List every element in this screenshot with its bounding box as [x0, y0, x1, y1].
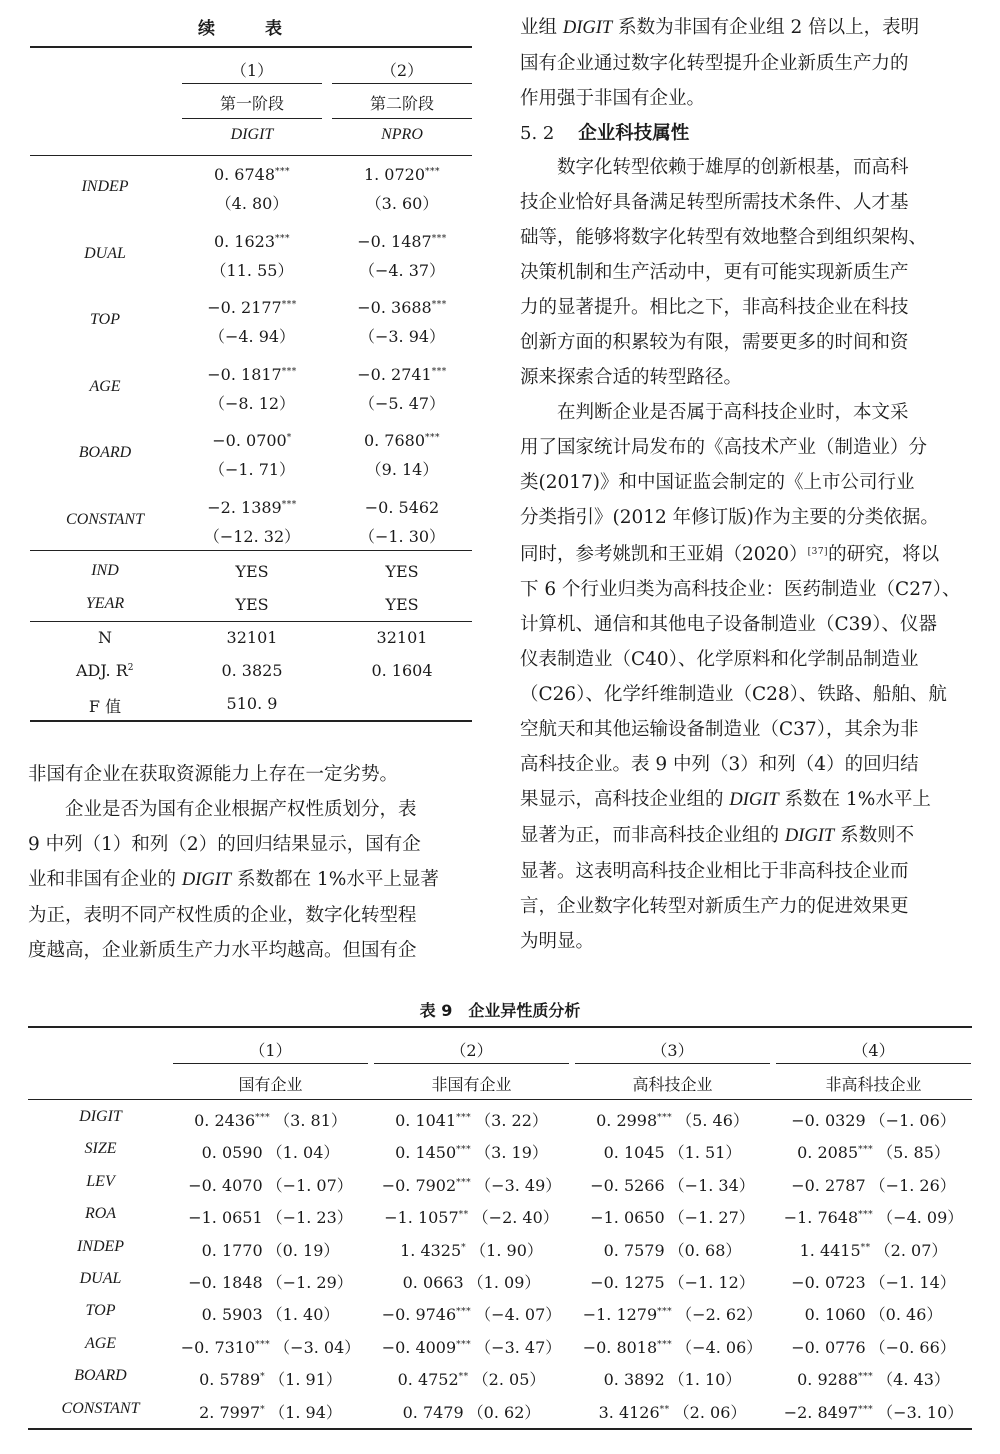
coef-value: −2. 1389	[207, 497, 282, 517]
t-stat: （−1. 27）	[668, 1208, 755, 1228]
table-cell	[776, 1140, 971, 1163]
table-cell	[374, 1173, 569, 1196]
t-stat: （1. 10）	[668, 1370, 742, 1390]
significance-stars: *	[286, 433, 292, 443]
table-cell	[575, 1238, 770, 1261]
text-line: 业和非国有企业的 DIGIT 系数都在 1%水平上显著	[28, 869, 439, 890]
t-stat-cell: （11. 55）	[210, 260, 294, 280]
table-9-header-rule	[28, 1099, 972, 1100]
table-cell	[173, 1205, 368, 1228]
significance-stars: ***	[425, 433, 441, 443]
table-cell	[173, 1367, 368, 1390]
row-label: TOP	[85, 1302, 116, 1320]
t-stat: （1. 09）	[467, 1273, 541, 1292]
table-top-rule	[30, 46, 472, 48]
coef-value: −0. 5266	[590, 1175, 665, 1195]
header-rule	[30, 155, 472, 156]
coef-cell	[182, 365, 322, 384]
t-stat: （2. 06）	[673, 1402, 747, 1422]
control-year-1: YES	[235, 595, 269, 614]
stat-adjr2-2: 0. 1604	[371, 661, 433, 680]
coef-value: −0. 1848	[188, 1273, 263, 1292]
text-line: 创新方面的积累较为有限，需要更多的时间和资	[520, 332, 909, 353]
t-stat: （−1. 34）	[668, 1175, 755, 1195]
table-cell	[173, 1302, 368, 1325]
stat-n-1: 32101	[226, 628, 278, 647]
coef-value: −0. 3688	[357, 298, 432, 317]
t-stat: （−4. 09）	[877, 1208, 964, 1228]
control-year-2: YES	[385, 595, 419, 614]
t-stat: （−4. 07）	[475, 1305, 562, 1325]
coef-value: −0. 0723	[791, 1273, 866, 1292]
text-line: 显著为正，而非高科技企业组的 DIGIT 系数则不	[520, 825, 915, 846]
significance-stars: ***	[431, 233, 447, 244]
t-stat: （4. 43）	[877, 1370, 950, 1390]
col-rule-4	[332, 118, 472, 119]
t-stat: （−1. 23）	[266, 1208, 353, 1228]
col-name: 非高科技企业	[825, 1075, 922, 1094]
coef-value: 0. 1450	[395, 1143, 457, 1163]
t-stat: （3. 22）	[475, 1111, 548, 1130]
text-line: 业组 DIGIT 系数为非国有企业组 2 倍以上，表明	[520, 17, 920, 38]
significance-stars: ***	[275, 233, 291, 244]
text-line: 计算机、通信和其他电子设备制造业（C39）、仪器	[520, 614, 937, 635]
row-label: INDEP	[76, 1237, 125, 1255]
coef-value: −0. 1817	[207, 364, 282, 384]
coef-value: −0. 9746	[381, 1305, 457, 1325]
coef-value: −0. 0776	[791, 1337, 866, 1357]
table-cell	[173, 1238, 368, 1261]
table-cell	[575, 1270, 770, 1293]
t-stat-cell: （−1. 71）	[208, 460, 296, 479]
coef-value: 0. 1045	[603, 1143, 665, 1163]
coef-value: −0. 7902	[381, 1175, 457, 1195]
text-line: 分类指引》(2012 年修订版)作为主要的分类依据。	[520, 507, 939, 528]
t-stat: （−1. 14）	[869, 1273, 956, 1292]
stat-label-adjr2: ADJ. $R^2$	[75, 661, 134, 680]
table-cell	[776, 1400, 971, 1423]
significance-stars: *	[260, 1372, 266, 1383]
t-stat-cell: （−5. 47）	[358, 393, 446, 413]
col-name: 非国有企业	[431, 1075, 512, 1094]
coef-value: −1. 0650	[590, 1208, 665, 1228]
coef-value: −1. 1057	[384, 1208, 459, 1228]
coef-cell	[332, 165, 472, 184]
significance-stars: **	[860, 1242, 871, 1253]
col-num: （3）	[651, 1041, 694, 1060]
t-stat: （−2. 40）	[472, 1208, 559, 1228]
t-stat: （−1. 29）	[266, 1273, 353, 1292]
significance-stars: ***	[456, 1339, 472, 1350]
t-stat-cell: （−4. 94）	[208, 327, 296, 346]
coef-value: 0. 0590	[201, 1143, 263, 1163]
table-cell	[575, 1140, 770, 1163]
table-cell	[173, 1270, 368, 1293]
control-ind-2: YES	[385, 562, 419, 581]
table-cell	[575, 1205, 770, 1228]
table-cell	[776, 1270, 971, 1293]
significance-stars: *	[260, 1404, 266, 1415]
significance-stars: ***	[281, 300, 297, 310]
coef-value: −0. 2177	[207, 298, 282, 317]
significance-stars: ***	[425, 167, 441, 177]
text-line: 技企业恰好具备满足转型所需技术条件、人才基	[520, 192, 909, 213]
text-line: 高科技企业。表 9 中列（3）和列（4）的回归结	[520, 754, 919, 775]
table-cell	[173, 1108, 368, 1131]
control-label-ind: IND	[91, 562, 119, 579]
table-cell	[173, 1173, 368, 1196]
table-cell	[374, 1302, 569, 1325]
t-stat: （−3. 47）	[475, 1337, 562, 1357]
coef-value: −1. 0651	[188, 1208, 263, 1228]
col-stage-1: 第一阶段	[219, 94, 284, 113]
coef-value: 0. 7680	[363, 431, 426, 450]
row-label: INDEP	[81, 178, 129, 195]
t-stat: （−0. 66）	[869, 1337, 956, 1357]
row-label: DIGIT	[79, 1108, 122, 1125]
col-num: （2）	[450, 1041, 493, 1060]
table-cell	[776, 1173, 971, 1196]
text-line: 下 6 个行业归类为高科技企业：医药制造业（C27）、	[520, 579, 961, 600]
table-cell	[776, 1108, 971, 1131]
coef-cell	[182, 165, 322, 184]
text-line: 为明显。	[520, 931, 595, 952]
col-num: （4）	[852, 1041, 895, 1060]
col-group-rule	[575, 1063, 770, 1064]
coef-value: 3. 4126	[598, 1402, 660, 1422]
table-cell	[173, 1335, 368, 1358]
coef-value: 0. 7479	[402, 1402, 464, 1422]
coef-value: 0. 5789	[199, 1370, 261, 1390]
coef-value: 0. 6748	[213, 165, 276, 184]
col-stage-2: 第二阶段	[369, 94, 434, 113]
t-stat: （1. 51）	[668, 1143, 742, 1163]
row-label: DUAL	[84, 244, 126, 262]
coef-value: 2. 7997	[199, 1402, 261, 1422]
t-stat: （5. 46）	[676, 1111, 749, 1130]
table-cell	[173, 1140, 368, 1163]
text-line: 础等，能够将数字化转型有效地整合到组织架构、	[520, 227, 928, 248]
coef-cell	[182, 298, 322, 317]
col-name: 国有企业	[238, 1075, 303, 1094]
col-rule-1	[182, 83, 322, 84]
stats-rule	[30, 621, 472, 622]
table-cell	[374, 1367, 569, 1390]
table-cell	[776, 1335, 971, 1358]
stat-label-n: N	[98, 628, 112, 647]
text-line: 为正，表明不同产权性质的企业，数字化转型程	[28, 905, 417, 926]
citation-ref: [37]	[807, 547, 829, 557]
text-line: 数字化转型依赖于雄厚的创新根基，而高科	[557, 157, 909, 178]
text-line: 空航天和其他运输设备制造业（C37），其余为非	[520, 719, 919, 740]
t-stat-cell: （9. 14）	[365, 460, 439, 479]
coef-value: −2. 8497	[783, 1402, 859, 1422]
coef-value: 0. 3892	[603, 1370, 665, 1390]
table-cell	[374, 1238, 569, 1261]
table-cell	[575, 1400, 770, 1423]
table-9-caption: 表 9 企业异性质分析	[419, 1001, 581, 1020]
table-cell	[374, 1108, 569, 1131]
section-heading	[520, 116, 976, 150]
col-rule-3	[182, 118, 322, 119]
row-label: AGE	[84, 1334, 117, 1352]
coef-value: 0. 2085	[797, 1143, 859, 1163]
t-stat-cell: （−8. 12）	[208, 393, 296, 413]
text-line: 作用强于非国有企业。	[520, 88, 706, 109]
row-label: ROA	[84, 1205, 117, 1223]
t-stat-cell: （4. 80）	[215, 194, 289, 213]
variable-name: DIGIT	[562, 18, 613, 38]
t-stat: （1. 94）	[269, 1402, 342, 1422]
coef-value: −0. 2741	[357, 364, 432, 384]
t-stat: （−4. 06）	[676, 1337, 763, 1357]
table-cell	[776, 1302, 971, 1325]
coef-value: 0. 1060	[804, 1305, 866, 1325]
coef-cell	[332, 298, 472, 317]
col-num: （1）	[249, 1041, 292, 1060]
t-stat-cell: （−4. 37）	[358, 260, 446, 280]
significance-stars: ***	[431, 366, 447, 377]
right-column-text	[520, 10, 976, 959]
coef-value: −1. 7648	[783, 1208, 859, 1228]
t-stat: （1. 91）	[269, 1370, 342, 1390]
text-line: 9 中列（1）和列（2）的回归结果显示，国有企	[28, 834, 421, 855]
left-paragraph-1: 非国有企业在获取资源能力上存在一定劣势。	[28, 764, 399, 785]
text-line: 国有企业通过数字化转型提升企业新质生产力的	[520, 53, 909, 74]
controls-rule	[30, 550, 472, 551]
significance-stars: ***	[657, 1339, 673, 1350]
table-cell	[575, 1173, 770, 1196]
table-9-top-rule	[28, 1026, 972, 1028]
text-line: 显著。这表明高科技企业相比于非高科技企业而	[520, 861, 909, 882]
text-line-citation: 同时，参考姚凯和王亚娟（2020）[37]的研究，将以	[520, 544, 940, 565]
control-label-year: YEAR	[85, 595, 125, 612]
col-group-rule	[173, 1063, 368, 1064]
table-cell	[575, 1108, 770, 1131]
t-stat: （2. 07）	[874, 1240, 948, 1260]
coef-value: −0. 5462	[364, 497, 440, 517]
col-name: 高科技企业	[632, 1075, 713, 1094]
row-label: LEV	[86, 1172, 115, 1190]
significance-stars: ***	[456, 1177, 472, 1188]
coef-value: 0. 2436	[194, 1111, 256, 1130]
text-line: 决策机制和生产活动中，更有可能实现新质生产	[520, 262, 909, 283]
t-stat: （0. 68）	[668, 1240, 742, 1260]
coef-value: 1. 0720	[363, 165, 426, 184]
row-label: DUAL	[79, 1270, 122, 1287]
stat-n-2: 32101	[376, 628, 428, 647]
coef-value: 0. 1041	[395, 1111, 457, 1130]
significance-stars: ***	[657, 1307, 673, 1318]
coef-cell	[332, 431, 472, 450]
table-cell	[776, 1205, 971, 1228]
table-cell	[575, 1335, 770, 1358]
col-rule-2	[332, 83, 472, 84]
table-9	[28, 995, 972, 1435]
variable-name: DIGIT	[181, 870, 232, 890]
text-line: （C26）、化学纤维制造业（C28）、铁路、船舶、航	[520, 684, 947, 705]
significance-stars: ***	[281, 366, 297, 377]
stat-label-f: F 值	[88, 697, 122, 716]
coef-value: 0. 1770	[201, 1240, 263, 1260]
significance-stars: *	[461, 1242, 467, 1253]
table-cell	[575, 1302, 770, 1325]
t-stat: （1. 04）	[266, 1143, 340, 1163]
significance-stars: **	[458, 1210, 469, 1221]
significance-stars: ***	[431, 300, 447, 310]
text-line: 用了国家统计局发布的《高技术产业（制造业）分	[520, 437, 928, 458]
text-line: 在判断企业是否属于高科技企业时，本文采	[557, 402, 909, 423]
table-caption: 续 表	[198, 19, 304, 39]
t-stat-cell: （−12. 32）	[203, 526, 301, 546]
row-label: BOARD	[74, 1367, 127, 1385]
right-paragraph-2	[520, 150, 976, 395]
coef-value: −0. 0700	[212, 431, 287, 450]
text-line: 仪表制造业（C40）、化学原料和化学制品制造业	[520, 649, 919, 670]
coef-value: −0. 7310	[180, 1337, 256, 1357]
t-stat: （−2. 62）	[676, 1305, 763, 1325]
row-label: SIZE	[84, 1140, 117, 1158]
t-stat: （−1. 26）	[869, 1175, 956, 1195]
coef-cell	[182, 498, 322, 517]
t-stat: （−1. 07）	[266, 1175, 353, 1195]
coef-value: 0. 7579	[603, 1240, 665, 1260]
table-cell	[173, 1400, 368, 1423]
text-line: 力的显著提升。相比之下，非高科技企业在科技	[520, 297, 909, 318]
significance-stars: ***	[275, 167, 291, 177]
table-bottom-rule	[30, 720, 472, 722]
t-stat: （3. 19）	[475, 1143, 548, 1163]
control-ind-1: YES	[235, 562, 269, 581]
t-stat: （0. 19）	[266, 1240, 340, 1260]
coef-value: 0. 9288	[797, 1370, 859, 1390]
table-cell	[575, 1367, 770, 1390]
t-stat: （−3. 49）	[475, 1175, 562, 1195]
text-line: 果显示，高科技企业组的 DIGIT 系数在 1%水平上	[520, 789, 931, 810]
table-cell	[776, 1367, 971, 1390]
significance-stars: ***	[858, 1145, 874, 1156]
table-cell	[374, 1335, 569, 1358]
t-stat: （1. 40）	[266, 1305, 340, 1325]
col-var-2: NPRO	[381, 126, 423, 143]
t-stat: （2. 05）	[472, 1370, 546, 1390]
coef-value: 0. 4752	[397, 1370, 459, 1390]
coef-cell	[332, 232, 472, 251]
left-paragraph-2	[28, 792, 474, 968]
t-stat-cell: （3. 60）	[365, 194, 439, 213]
significance-stars: **	[458, 1372, 469, 1383]
coef-value: 0. 0663	[402, 1273, 464, 1292]
significance-stars: ***	[858, 1372, 874, 1383]
t-stat-cell: （−1. 30）	[358, 526, 446, 546]
row-label: TOP	[90, 311, 120, 328]
coef-value: 0. 1623	[213, 231, 276, 251]
table-cell	[776, 1238, 971, 1261]
coef-value: 0. 2998	[596, 1111, 658, 1130]
significance-stars: ***	[456, 1113, 472, 1123]
section-number: 5. 2	[520, 123, 555, 144]
t-stat-cell: （−3. 94）	[358, 327, 446, 346]
t-stat: （5. 85）	[877, 1143, 950, 1163]
stat-adjr2-1: 0. 3825	[221, 661, 283, 680]
coef-cell	[332, 365, 472, 384]
coef-cell	[182, 232, 322, 251]
row-label: AGE	[89, 377, 121, 395]
significance-stars: ***	[255, 1113, 271, 1123]
right-paragraph-3	[520, 395, 976, 959]
variable-name: DIGIT	[784, 826, 835, 846]
table-cell	[374, 1140, 569, 1163]
text-line: 企业是否为国有企业根据产权性质划分，表	[65, 799, 417, 820]
table-cell	[374, 1205, 569, 1228]
coef-value: −0. 0329	[791, 1111, 866, 1130]
col-num-2: （2）	[380, 61, 424, 80]
row-label: BOARD	[78, 444, 132, 461]
significance-stars: ***	[255, 1339, 271, 1350]
continued-table	[30, 0, 472, 730]
coef-value: −0. 1487	[357, 231, 432, 251]
coef-cell	[332, 498, 472, 517]
coef-value: −0. 1275	[590, 1273, 665, 1292]
t-stat: （0. 46）	[869, 1305, 943, 1325]
t-stat: （3. 81）	[274, 1111, 347, 1130]
significance-stars: ***	[858, 1210, 874, 1221]
t-stat: （−3. 04）	[274, 1337, 361, 1357]
col-var-1: DIGIT	[230, 126, 274, 143]
text-line: 言，企业数字化转型对新质生产力的促进效果更	[520, 896, 909, 917]
row-label: CONSTANT	[66, 510, 144, 528]
coef-value: 1. 4325	[400, 1240, 462, 1260]
col-group-rule	[374, 1063, 569, 1064]
text-line: 度越高，企业新质生产力水平均越高。但国有企	[28, 940, 417, 961]
significance-stars: **	[659, 1404, 670, 1415]
significance-stars: ***	[657, 1113, 673, 1123]
t-stat: （0. 62）	[467, 1402, 541, 1422]
coef-value: −0. 4070	[188, 1175, 263, 1195]
right-paragraph-1	[520, 10, 976, 116]
t-stat: （−1. 06）	[869, 1111, 956, 1130]
significance-stars: ***	[281, 499, 297, 510]
t-stat: （−3. 10）	[877, 1402, 964, 1422]
row-label: CONSTANT	[61, 1399, 140, 1417]
col-num-1: （1）	[230, 61, 274, 80]
t-stat: （−1. 12）	[668, 1273, 755, 1292]
table-cell	[374, 1270, 569, 1293]
table-cell	[374, 1400, 569, 1423]
text-line: 源来探索合适的转型路径。	[520, 367, 743, 388]
section-title: 企业科技属性	[578, 123, 690, 144]
text-line: 类(2017)》和中国证监会制定的《上市公司行业	[520, 472, 915, 493]
coef-value: −0. 8018	[582, 1337, 658, 1357]
coef-cell	[182, 431, 322, 450]
coef-value: −0. 4009	[381, 1337, 457, 1357]
significance-stars: ***	[456, 1307, 472, 1318]
significance-stars: ***	[858, 1404, 874, 1415]
t-stat: （1. 90）	[470, 1240, 543, 1260]
coef-value: −0. 2787	[791, 1175, 866, 1195]
coef-value: 1. 4415	[799, 1240, 861, 1260]
variable-name: DIGIT	[729, 790, 779, 810]
coef-value: −1. 1279	[582, 1305, 658, 1325]
stat-f-1: 510. 9	[226, 694, 278, 713]
table-9-bottom-rule	[28, 1428, 972, 1430]
significance-stars: ***	[456, 1145, 472, 1156]
left-column-text	[28, 757, 474, 968]
coef-value: 0. 5903	[201, 1305, 263, 1325]
col-group-rule	[776, 1063, 971, 1064]
